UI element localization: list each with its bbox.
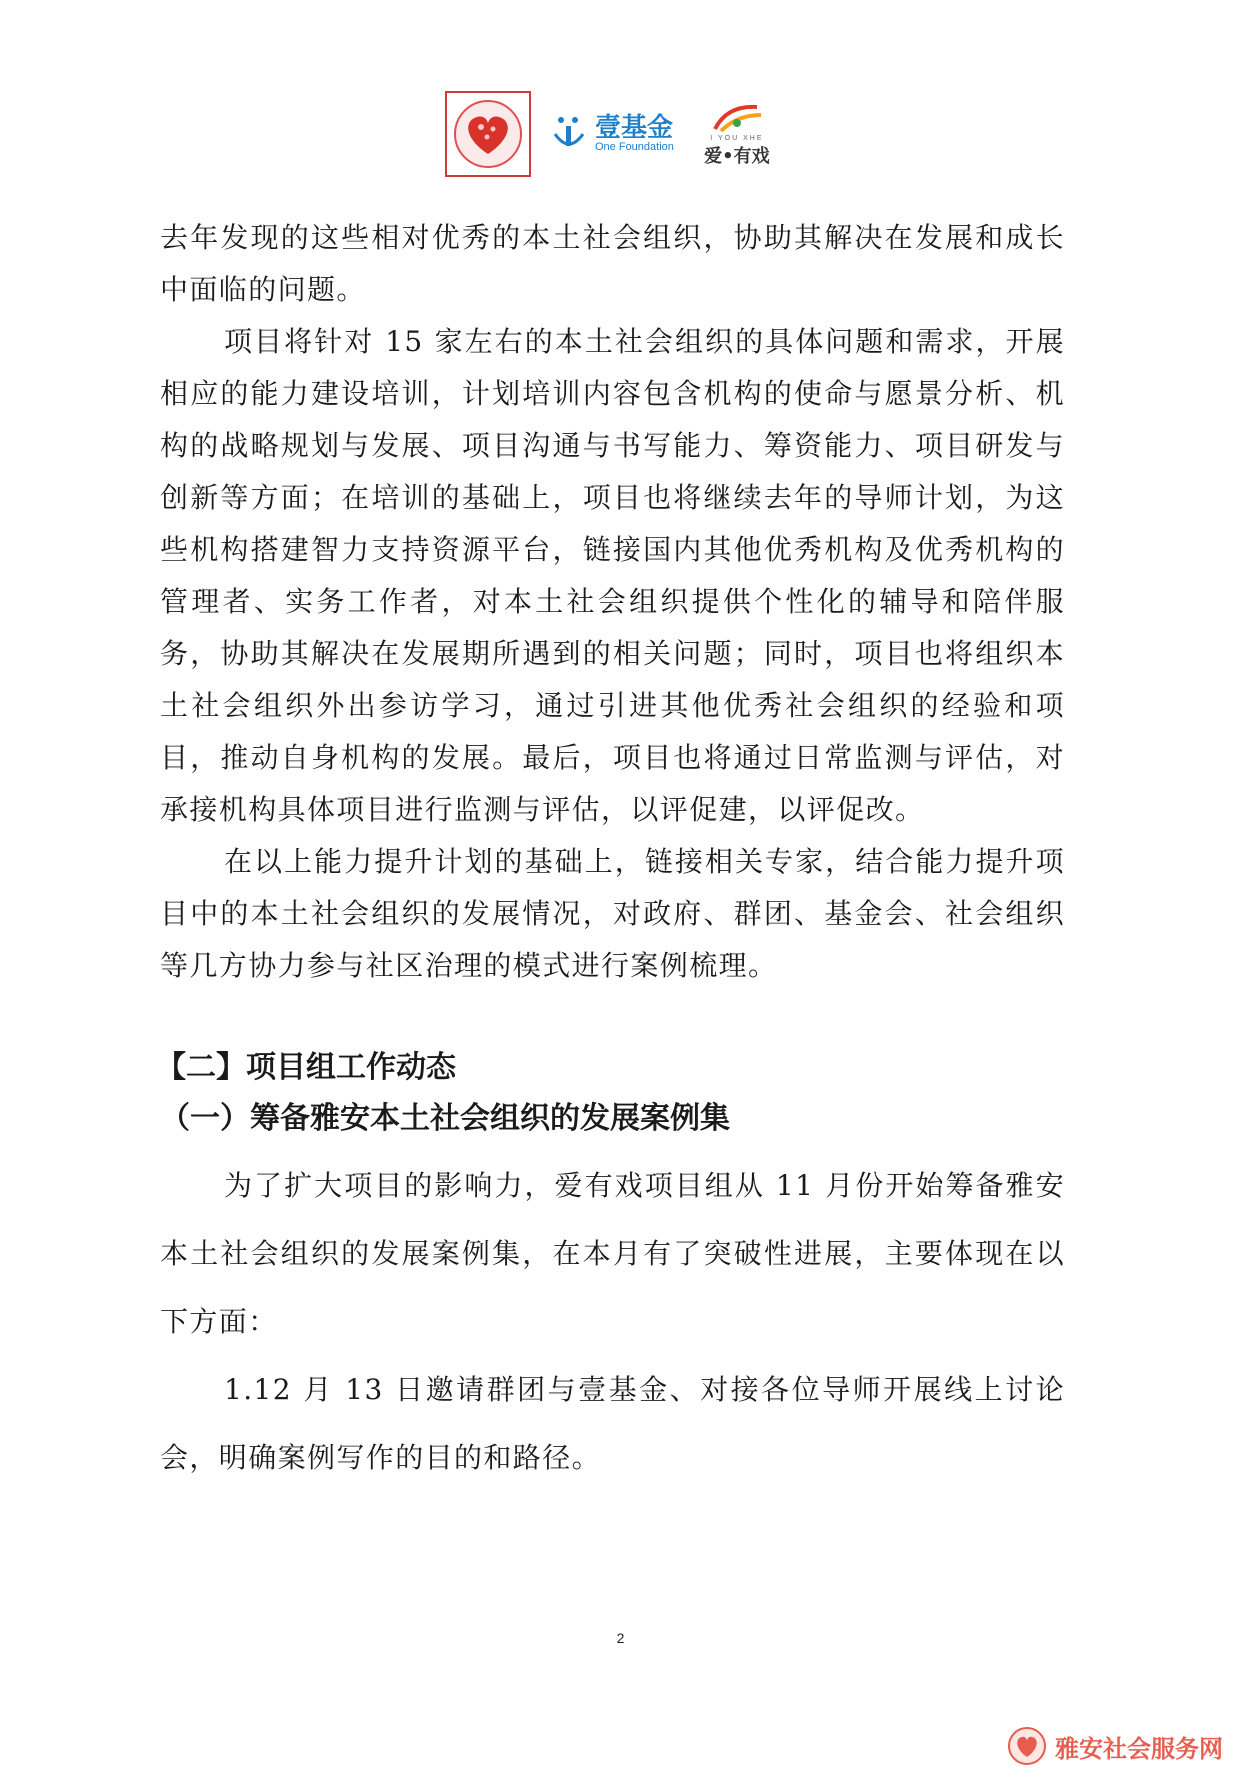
one-foundation-logo [549, 112, 674, 156]
watermark-heart-icon [1007, 1726, 1047, 1766]
one-foundation-icon [549, 112, 589, 156]
watermark [1007, 1726, 1223, 1766]
subsection-heading: （一）筹备雅安本土社会组织的发展案例集 [160, 1101, 730, 1136]
paragraph-case-collection: 为了扩大项目的影响力，爱有戏项目组从 11 月份开始筹备雅安本土社会组织的发展案例集，在本月有了突破性进展，主要体现在以下方面： [160, 1169, 1065, 1338]
heart-logo-icon [453, 99, 523, 169]
paragraph-training-plan: 项目将针对 15 家左右的本土社会组织的具体问题和需求，开展相应的能力建设培训，计划培训内容包含机构的使命与愿景分析、机构的战略规划与发展、项目沟通与书写能力、筹资能力、项目研发与创新等方面；在培训的基础上，项目也将继续去年的导师计划，为这些机构搭建智力支持资源平台，链接国内其他优秀机构及优秀机构的管理者、实务工作者，对本土社会组织提供个性化的辅导和陪伴服务，协助其解决在发展期所遇到的相关问题；同时，项目也将组织本土社会组织外出参访学习，通过引进其他优秀社会组织的经验和项目，推动自身机构的发展。最后，项目也将通过日常监测与评估，对承接机构具体项目进行监测与评估，以评促建，以评促改。 [160, 325, 1065, 826]
paragraph-continuation: 去年发现的这些相对优秀的本土社会组织，协助其解决在发展和成长中面临的问题。 [160, 221, 1065, 306]
header-logos [445, 90, 795, 178]
list-item-1: 1.12 月 13 日邀请群团与壹基金、对接各位导师开展线上讨论会，明确案例写作的目的和路径。 [160, 1373, 1065, 1474]
ai-you-xi-icon [707, 101, 767, 135]
document-body [156, 212, 1065, 1492]
ai-you-xi-cn: 爱•有戏 [704, 145, 770, 167]
ai-you-xi-logo [692, 101, 782, 168]
ai-you-xi-small-text: I YOU XHE [710, 134, 764, 142]
page-number: 2 [616, 1630, 625, 1646]
one-foundation-cn: 壹基金 [595, 112, 674, 143]
one-foundation-en: One Foundation [595, 140, 674, 153]
watermark-text: 雅安社会服务网 [1055, 1734, 1223, 1763]
section-heading: 【二】项目组工作动态 [156, 1050, 456, 1085]
paragraph-case-study: 在以上能力提升计划的基础上，链接相关专家，结合能力提升项目中的本土社会组织的发展情况，对政府、群团、基金会、社会组织等几方协力参与社区治理的模式进行案例梳理。 [160, 845, 1065, 982]
heart-logo [445, 91, 531, 177]
